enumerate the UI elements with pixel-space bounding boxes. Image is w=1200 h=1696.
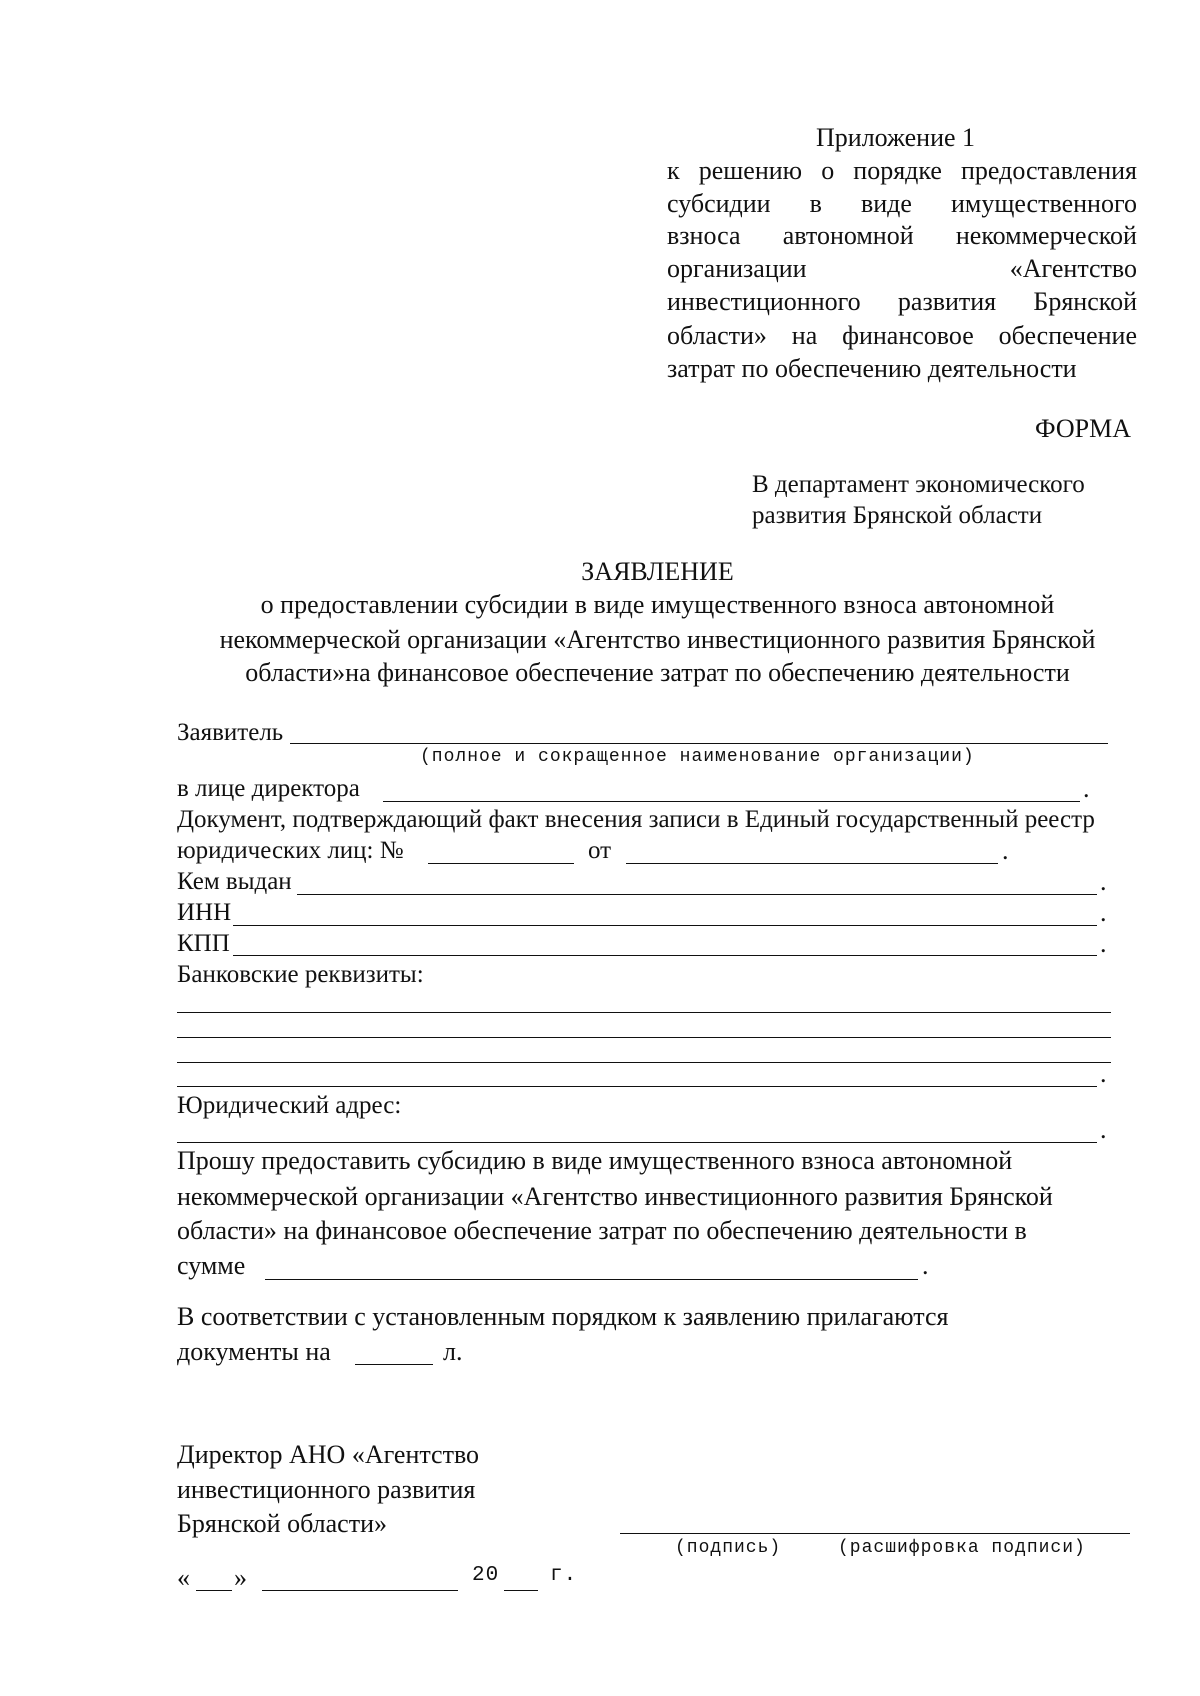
bank-field-3[interactable]	[177, 1062, 1111, 1063]
appendix-word: Брянской	[1033, 287, 1137, 316]
appendix-word: развития	[897, 287, 997, 316]
heading-line-3: области»на финансовое обеспечение затрат по обеспечению деятельности	[245, 658, 1070, 687]
appendix-word: инвестиционного	[667, 287, 861, 316]
signature-org-line-3: Брянской области»	[177, 1509, 387, 1538]
bank-field-2[interactable]	[177, 1037, 1111, 1038]
appendix-word: обеспечение	[998, 321, 1137, 350]
date-year-suffix: г.	[550, 1564, 578, 1587]
issued-by-label: Кем выдан	[177, 868, 292, 895]
bank-period: .	[1100, 1059, 1107, 1088]
signature-hint: (подпись)	[675, 1538, 782, 1558]
appendix-word: о	[821, 156, 835, 185]
inn-field[interactable]	[233, 925, 1097, 926]
heading-line-2: некоммерческой организации «Агентство инвестиционного развития Брянской	[219, 625, 1096, 654]
issued-by-period: .	[1100, 867, 1107, 896]
date-year-prefix: 20	[472, 1564, 500, 1587]
appendix-word: субсидии	[667, 189, 771, 218]
egrul-period: .	[1002, 836, 1009, 865]
appendix-word: имущественного	[950, 189, 1137, 218]
appendix-word: решению	[698, 156, 803, 185]
appendix-word: порядке	[853, 156, 942, 185]
appendix-word: области»	[667, 321, 767, 350]
appendix-word: «Агентство	[1009, 254, 1137, 283]
attachments-prefix: документы на	[177, 1337, 331, 1366]
sum-field[interactable]	[265, 1279, 918, 1280]
issued-by-field[interactable]	[297, 894, 1097, 895]
appendix-line	[667, 286, 1137, 318]
date-day-field[interactable]	[196, 1590, 232, 1591]
signature-field[interactable]	[620, 1533, 1130, 1534]
kpp-label: КПП	[177, 930, 230, 957]
bank-field-1[interactable]	[177, 1012, 1111, 1013]
attachments-line-1: В соответствии с установленным порядком к заявлению прилагаются	[177, 1302, 949, 1331]
inn-period: .	[1100, 898, 1107, 927]
date-year-field[interactable]	[504, 1590, 538, 1591]
appendix-word: организации	[667, 254, 807, 283]
heading-line-1: о предоставлении субсидии в виде имущественного взноса автономной	[260, 590, 1055, 619]
director-field[interactable]	[383, 801, 1080, 802]
date-open-quote: «	[177, 1563, 190, 1592]
appendix-line	[667, 155, 1137, 187]
address-period: .	[1100, 1115, 1107, 1144]
egrul-from-label: от	[588, 837, 612, 864]
appendix-word: взноса	[667, 221, 741, 250]
applicant-hint: (полное и сокращенное наименование организации)	[420, 747, 975, 767]
sum-label: сумме	[177, 1251, 246, 1280]
address-field[interactable]	[177, 1142, 1097, 1143]
attachments-pages-field[interactable]	[355, 1364, 433, 1365]
appendix-word: предоставления	[961, 156, 1137, 185]
kpp-period: .	[1100, 929, 1107, 958]
kpp-field[interactable]	[233, 955, 1097, 956]
appendix-line	[667, 188, 1137, 220]
appendix-word: финансовое	[842, 321, 974, 350]
appendix-title: Приложение 1	[816, 123, 976, 152]
appendix-word: на	[791, 321, 818, 350]
signature-org-line-2: инвестиционного развития	[177, 1475, 476, 1504]
document-title: ЗАЯВЛЕНИЕ	[581, 557, 734, 586]
egrul-line-2: юридических лиц: №	[177, 837, 404, 864]
appendix-last-line: затрат по обеспечению деятельности	[667, 354, 1077, 383]
request-line-3: области» на финансовое обеспечение затрат по обеспечению деятельности в	[177, 1216, 1027, 1245]
form-label: ФОРМА	[1035, 414, 1131, 443]
request-line-2: некоммерческой организации «Агентство инвестиционного развития Брянской	[177, 1182, 1053, 1211]
attachments-suffix: л.	[443, 1337, 463, 1366]
appendix-word: виде	[860, 189, 912, 218]
addressee-line-2: развития Брянской области	[752, 502, 1043, 529]
sum-period: .	[922, 1251, 929, 1280]
egrul-number-field[interactable]	[428, 863, 574, 864]
appendix-word: автономной	[782, 221, 914, 250]
date-month-field[interactable]	[262, 1590, 458, 1591]
inn-label: ИНН	[177, 899, 232, 926]
applicant-field[interactable]	[290, 743, 1108, 744]
appendix-word: в	[809, 189, 822, 218]
date-close-quote: »	[234, 1563, 247, 1592]
signature-decode-hint: (расшифровка подписи)	[838, 1538, 1086, 1558]
appendix-line	[667, 253, 1137, 285]
egrul-date-field[interactable]	[626, 863, 998, 864]
appendix-word: к	[667, 156, 680, 185]
bank-label: Банковские реквизиты:	[177, 961, 424, 988]
bank-field-4[interactable]	[177, 1086, 1097, 1087]
appendix-word: некоммерческой	[955, 221, 1137, 250]
signature-org-line-1: Директор АНО «Агентство	[177, 1440, 480, 1469]
appendix-line	[667, 320, 1137, 352]
address-label: Юридический адрес:	[177, 1092, 402, 1119]
applicant-label: Заявитель	[177, 719, 284, 746]
director-period: .	[1083, 774, 1090, 803]
egrul-line-1: Документ, подтверждающий факт внесения записи в Единый государственный реестр	[177, 806, 1095, 833]
director-label: в лице директора	[177, 775, 360, 802]
request-line-1: Прошу предоставить субсидию в виде имущественного взноса автономной	[177, 1146, 1013, 1175]
addressee-line-1: В департамент экономического	[752, 471, 1085, 498]
appendix-line	[667, 220, 1137, 252]
